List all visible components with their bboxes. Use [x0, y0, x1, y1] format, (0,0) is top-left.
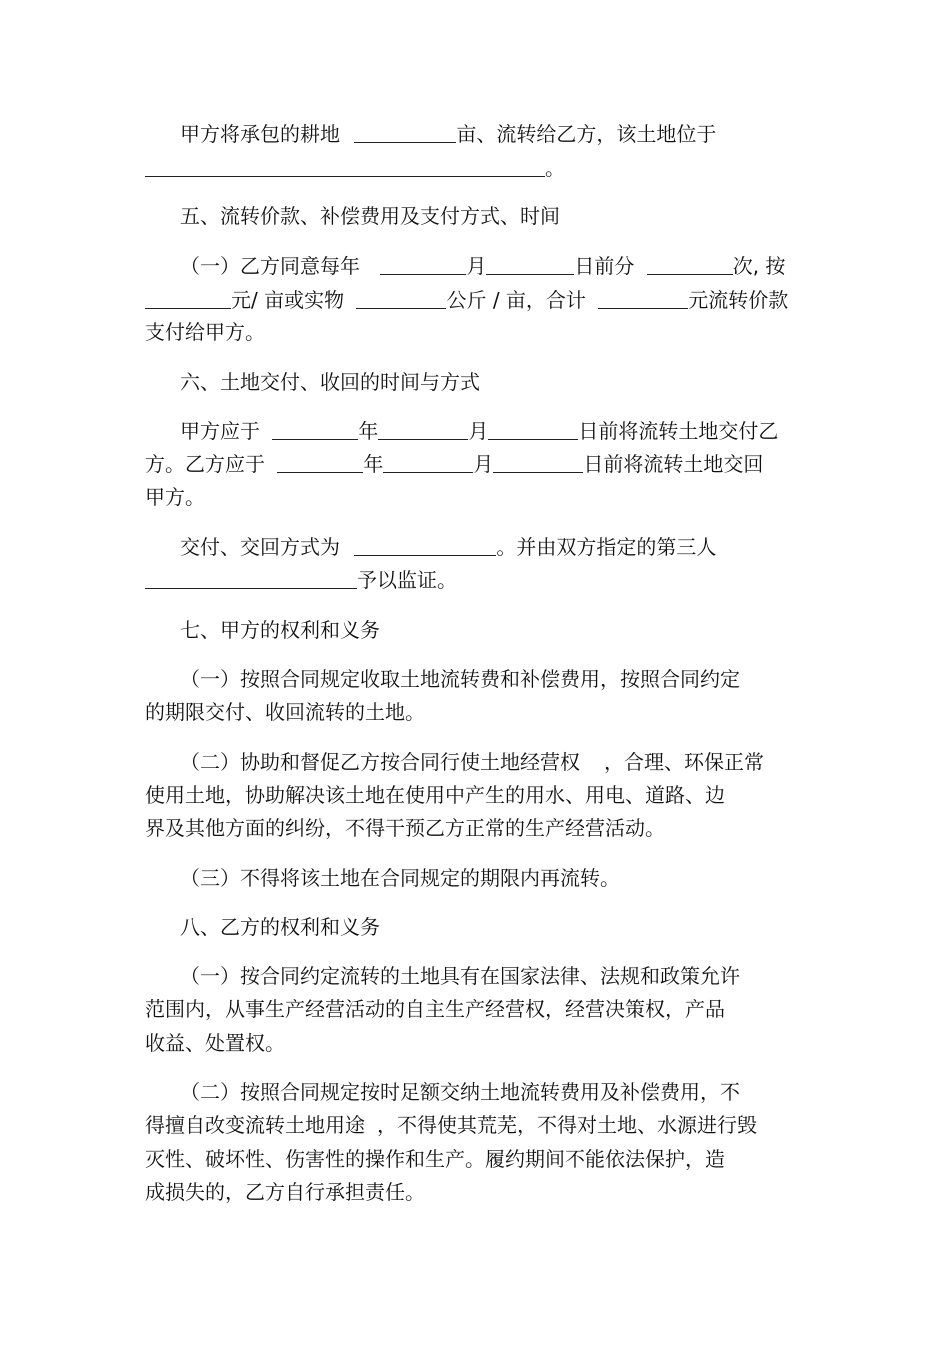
blank-field	[145, 288, 231, 309]
text-line	[145, 156, 565, 180]
blank-field	[272, 419, 358, 440]
text-line	[145, 568, 457, 592]
text-segment: 月	[473, 452, 494, 476]
text-line: 灭性、破坏性、伤害性的操作和生产。履约期间不能依法保护，造	[145, 1147, 725, 1171]
text-segment: 亩、流转给乙方，该土地位于	[456, 122, 717, 146]
text-line	[145, 452, 763, 476]
blank-field	[380, 254, 466, 275]
text-segment: 交付、交回方式为	[180, 535, 340, 559]
text-segment: 次, 按	[732, 254, 786, 278]
section-heading: 七、甲方的权利和义务	[180, 618, 380, 642]
blank-field	[356, 288, 446, 309]
text-segment: ，合理、环保正常	[604, 750, 764, 774]
text-segment: 。并由双方指定的第三人	[496, 535, 717, 559]
text-line	[180, 122, 716, 146]
blank-field	[383, 452, 473, 473]
text-segment: 公斤 / 亩，合计	[446, 288, 586, 312]
text-line: 支付给甲方。	[145, 320, 265, 344]
blank-field	[378, 419, 468, 440]
text-line: 成损失的，乙方自行承担责任。	[145, 1180, 425, 1204]
blank-field	[145, 568, 357, 589]
text-segment: ，不得使其荒芜，不得对土地、水源进行毁	[377, 1113, 757, 1137]
text-line	[145, 1113, 757, 1137]
blank-field	[277, 452, 363, 473]
text-line: （一）按合同约定流转的土地具有在国家法律、法规和政策允许	[180, 964, 740, 988]
section-heading: 六、土地交付、收回的时间与方式	[180, 370, 480, 394]
text-segment: 甲方将承包的耕地	[180, 122, 340, 146]
text-segment: 。	[545, 156, 565, 180]
text-line	[180, 750, 764, 774]
text-segment: 月	[466, 254, 487, 278]
text-segment: 元/ 亩或实物	[231, 288, 345, 312]
text-line: （二）按照合同规定按时足额交纳土地流转费用及补偿费用，不	[180, 1080, 740, 1104]
text-segment: 月	[468, 419, 489, 443]
text-line: 使用土地，协助解决该土地在使用中产生的用水、用电、道路、边	[145, 783, 725, 807]
blank-field	[145, 156, 545, 177]
blank-field	[486, 254, 574, 275]
blank-field	[354, 122, 456, 143]
section-heading: 五、流转价款、补偿费用及支付方式、时间	[180, 204, 560, 228]
text-segment: （二）协助和督促乙方按合同行使土地经营权	[180, 750, 580, 774]
text-line	[180, 535, 716, 559]
text-segment: 日前将流转土地交付乙	[578, 419, 779, 443]
blank-field	[647, 254, 733, 275]
text-segment: 方。乙方应于	[145, 452, 265, 476]
text-segment: （一）乙方同意每年	[180, 254, 360, 278]
text-segment: 年	[363, 452, 384, 476]
text-segment: 元流转价款	[688, 288, 789, 312]
text-line	[180, 419, 778, 443]
blank-field	[598, 288, 688, 309]
text-line: 的期限交付、收回流转的土地。	[145, 700, 425, 724]
text-line: 甲方。	[145, 485, 205, 509]
text-segment: 年	[358, 419, 379, 443]
text-segment: 日前将流转土地交回	[583, 452, 764, 476]
text-line: 范围内，从事生产经营活动的自主生产经营权，经营决策权，产品	[145, 997, 725, 1021]
text-segment: 得擅自改变流转土地用途	[145, 1113, 365, 1137]
text-line: 收益、处置权。	[145, 1031, 285, 1055]
text-segment: 甲方应于	[180, 419, 260, 443]
text-line	[145, 288, 788, 312]
section-heading: 八、乙方的权利和义务	[180, 915, 380, 939]
text-line: 界及其他方面的纠纷，不得干预乙方正常的生产经营活动。	[145, 816, 665, 840]
text-line	[180, 254, 785, 278]
text-segment: 予以监证。	[357, 568, 457, 592]
text-line: （三）不得将该土地在合同规定的期限内再流转。	[180, 866, 620, 890]
blank-field	[354, 535, 496, 556]
blank-field	[488, 419, 578, 440]
blank-field	[493, 452, 583, 473]
text-line: （一）按照合同规定收取土地流转费和补偿费用，按照合同约定	[180, 667, 740, 691]
text-segment: 日前分	[574, 254, 635, 278]
